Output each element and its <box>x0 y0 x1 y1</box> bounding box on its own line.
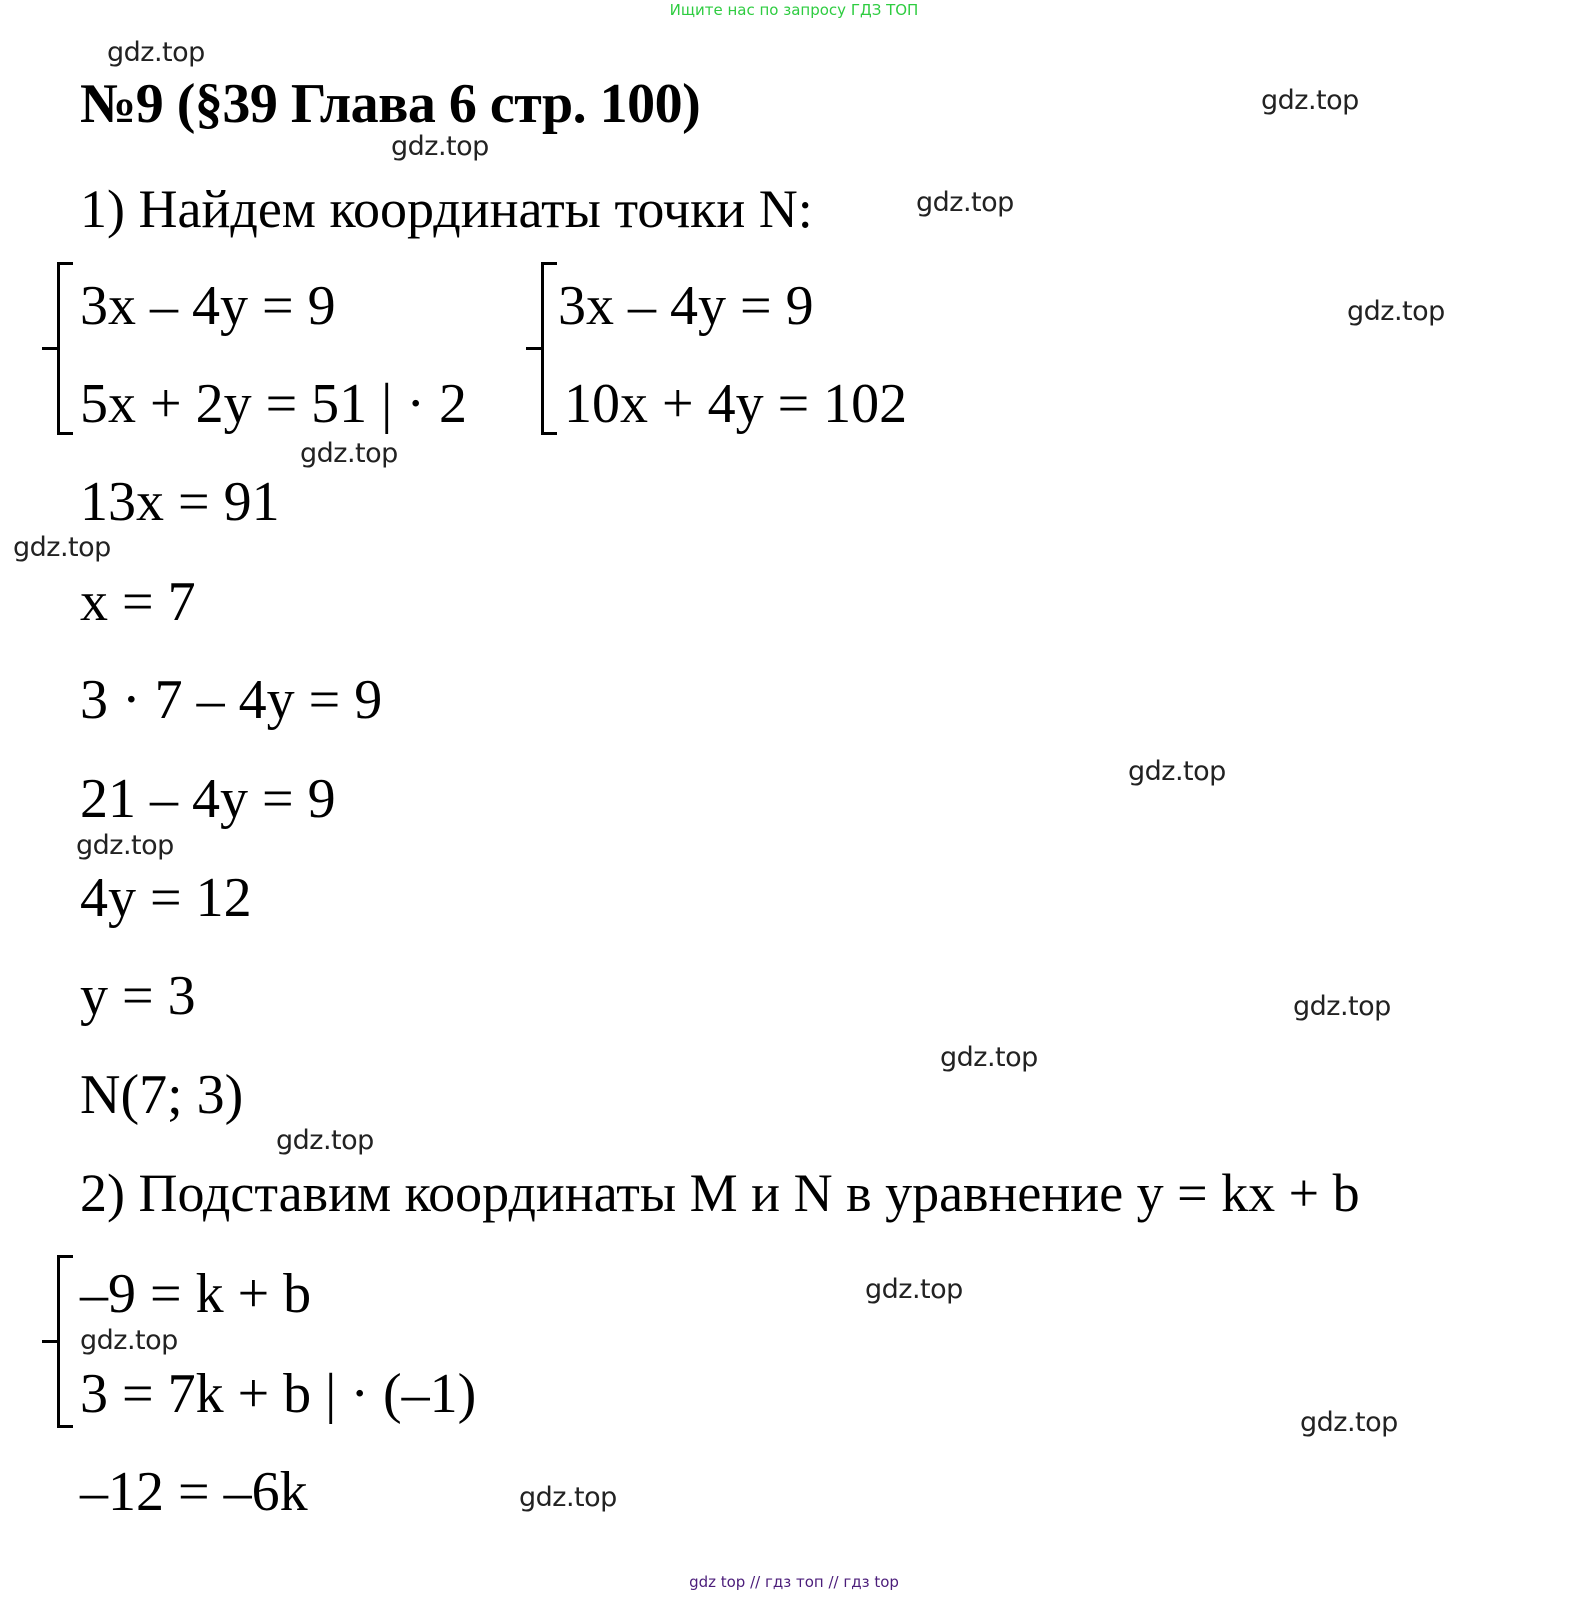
system-c-brace <box>57 1255 60 1428</box>
watermark: gdz.top <box>391 131 489 162</box>
watermark: gdz.top <box>80 1325 178 1356</box>
page-title: №9 (§39 Глава 6 стр. 100) <box>80 73 701 135</box>
system-b-eq2: 10x + 4y = 102 <box>564 373 908 435</box>
watermark: gdz.top <box>1293 991 1391 1022</box>
step2-heading: 2) Подставим координаты M и N в уравнение y = kx + b <box>80 1163 1360 1223</box>
step1-line: x = 7 <box>80 571 196 633</box>
watermark: gdz.top <box>940 1042 1038 1073</box>
watermark: gdz.top <box>916 187 1014 218</box>
step1-line: 21 – 4y = 9 <box>80 768 336 830</box>
watermark: gdz.top <box>1261 85 1359 116</box>
system-a-brace <box>57 262 60 435</box>
watermark: gdz.top <box>1347 296 1445 327</box>
watermark: gdz.top <box>107 37 205 68</box>
watermark: gdz.top <box>276 1125 374 1156</box>
watermark: gdz.top <box>865 1274 963 1305</box>
step2-line: –12 = –6k <box>80 1461 308 1523</box>
step1-heading: 1) Найдем координаты точки N: <box>80 179 813 239</box>
watermark: gdz.top <box>76 830 174 861</box>
watermark: gdz.top <box>13 532 111 563</box>
system-b-brace <box>541 262 544 435</box>
watermark: gdz.top <box>300 438 398 469</box>
step1-line: 13x = 91 <box>80 471 280 533</box>
system-c-eq2: 3 = 7k + b | · (–1) <box>80 1363 477 1425</box>
system-c-eq1: –9 = k + b <box>80 1263 312 1325</box>
system-b-eq1: 3x – 4y = 9 <box>558 275 814 337</box>
watermark: gdz.top <box>519 1482 617 1513</box>
step1-line: y = 3 <box>80 965 196 1027</box>
footer-text: gdz top // гдз топ // гдз top <box>689 1573 899 1591</box>
watermark: gdz.top <box>1300 1407 1398 1438</box>
step1-line: 4y = 12 <box>80 867 252 929</box>
system-a-eq1: 3x – 4y = 9 <box>80 275 336 337</box>
system-a-eq2: 5x + 2y = 51 | · 2 <box>80 373 468 435</box>
top-banner: Ищите нас по запросу ГДЗ ТОП <box>669 1 919 19</box>
watermark: gdz.top <box>1128 756 1226 787</box>
step1-line: 3 · 7 – 4y = 9 <box>80 669 383 731</box>
step1-result: N(7; 3) <box>80 1064 244 1126</box>
